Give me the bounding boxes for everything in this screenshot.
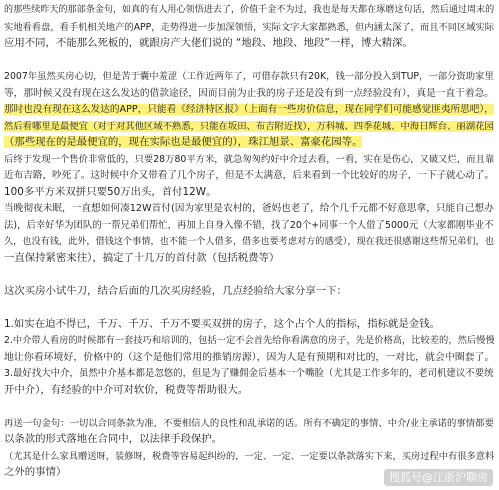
- text-line: 2.中介带人看房的时候都有一套技巧和培训的，包括一定不会首先给你看满意的房子，先是价格高，比较差的，然后慢慢: [4, 335, 495, 346]
- text-line: 久，也没有钱，此外，借钱这个事情，也不能一个人借多，借多也要考虑对方的感受），现在我还很感谢这些帮兄弟们，也: [4, 236, 494, 247]
- text-line: 等，那时候又没有现在这么发达的借款途径，因而目前为止我的房子还是没有到一点经验没有），真是一直干着急。: [4, 87, 495, 99]
- text-line: 再送一句金句：一切以合同条款为准，不要相信人的良性和乱承诺的话。所有不确定的事情、中介/业主承诺的事情都要: [4, 417, 494, 429]
- text-line: （尤其是什么家具赠送呀，装修呀，税费等容易起纠纷的，一定、一定、一定要以条款落实下来，买房过程中有很多意料: [4, 450, 495, 462]
- text-line: 法)，后幸好华为团队的一帮兄弟们帮忙，再加上自身入像不错，找了20个+同事一个人借了5000元（大家都刚毕业不: [4, 219, 494, 231]
- text-line: 当晚彻夜未眠，一直想如何凑12W首付(因为家里是农村的，爸妈也老了，给个几千元都不好意思拿，只能自己想办: [4, 203, 494, 214]
- text-line: 一直保持紧密来往），搞定了十几万的首付款（包括税费等）: [4, 251, 280, 264]
- text-line: 后终于发现一个售价非常低的，只要28万80平方米，就急匆匆约好中介过去看，一看，实在是伤心，又破又烂，而且靠: [4, 153, 495, 165]
- text-line: 2007年虽然买房心切，但是苦于囊中羞涩（工作近两年了，可借存款只有20K，钱一部分投入到TUP，一部分资助家里: [4, 71, 494, 82]
- text-line: 100多平方米双拼只要50万出头，首付12W。: [4, 185, 217, 198]
- text-line: 然后看哪里是最便宜（对于对其他区域不熟悉，只能在坂田、布吉附近找），万科城、四季花城、中海日辉台、丽湖花园: [4, 120, 494, 132]
- text-line: 之外的事情）: [4, 466, 67, 478]
- text-line: 那时也没有现在这么发达的APP，只能看《经济特区报》（上面有一些房价信息，现在同学们可能感觉匪夷所思吧），: [4, 104, 494, 115]
- text-line: 实地看看盘，看手机相关地产的APP，走势得进一步加深领悟，实际文字大家都熟悉，但内涵太深了，而且不同区域实际: [4, 21, 495, 33]
- text-line: 3.最好找大中介，虽然中介基本都是忽悠的，但是为了赚佣金后基本一个嘴脸（尤其是工作多年的，老司机建议不要统: [4, 368, 494, 379]
- text-line: （那些现在的是最便宜的，现在实际也是最便宜的），珠江旭景、富豪花园等。: [4, 136, 363, 148]
- text-line: 以条款的形式落地在合同中，以法律手段保护。: [4, 433, 223, 445]
- text-line: 的那些续昨天的那部条金句，如真的有人用心领悟进去了，价值千金不为过，我也是每天都在琢磨这句话，然后通过周末的: [4, 5, 495, 15]
- source-watermark: 搜狐号@江浙沪聊房: [384, 469, 493, 486]
- text-line: 开中介），有经验的中介可对软价，税费等帮助很大。: [4, 383, 249, 396]
- text-line: 地让你看环境好，价格中的（这个是他们常用的推销房源），因为人是有预期和对比的，一对比，就会中圈套了。: [4, 351, 495, 363]
- text-line: 应用不同，不能那么死板的，就跟房产大佬们说的 “地段、地段、地段”一样，博大精深。: [4, 37, 413, 49]
- text-line: 1.如实在迫不得已，千万、千万、千万不要买双拼的房子，这个占个人的指标，指标就是金钱。: [4, 317, 440, 330]
- text-line: 近布吉路，吵死了。这时候中介又带看了几个房子，但是不太满意，后来看到一个比较好的房子，一下子就心动了。: [4, 170, 495, 181]
- text-line: 这次买房小试牛刀，结合后面的几次买房经验，几点经验给大家分享一下：: [4, 284, 347, 297]
